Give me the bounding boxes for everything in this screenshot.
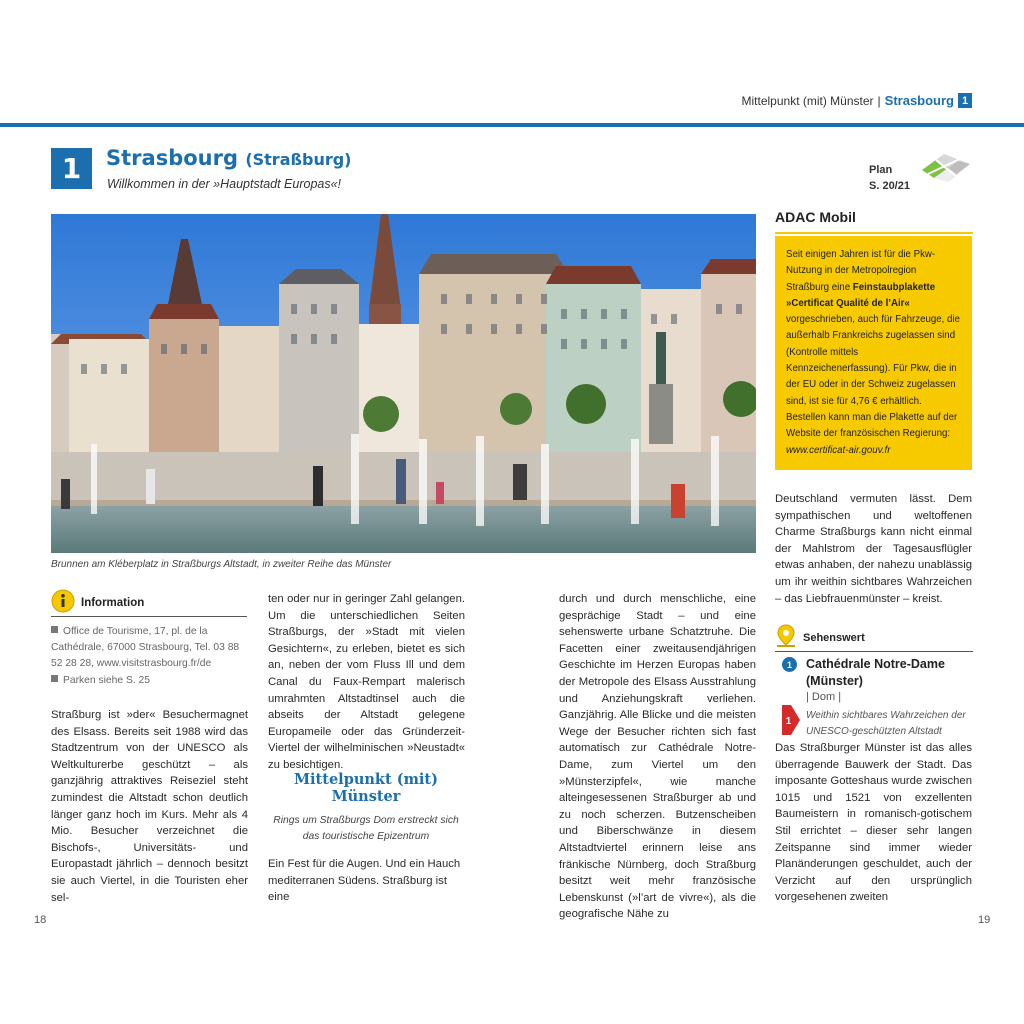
page-number-left: 18: [34, 914, 47, 926]
adac-rule: [775, 232, 973, 234]
location-pin-icon: [775, 624, 797, 653]
sight-name: Cathédrale Notre-Dame (Münster): [806, 657, 945, 688]
page-number-right: 19: [978, 914, 991, 926]
plan-label: Plan: [869, 164, 893, 176]
sight-category: | Dom |: [806, 691, 842, 703]
subsection-lead: Rings um Straßburgs Dom erstreckt sich das touristische Epizentrum: [273, 815, 459, 842]
chapter-title-main: Strasbourg: [106, 146, 238, 170]
running-head-section: Mittelpunkt (mit) Münster: [741, 93, 874, 108]
map-marker-number: 1: [785, 716, 792, 727]
info-icon: [51, 589, 75, 618]
sights-label: Sehenswert: [803, 632, 865, 644]
header-rule: [0, 123, 1024, 127]
adac-link[interactable]: www.certificat-air.gouv.fr: [786, 444, 891, 456]
column-4-text-b: Das Straßburger Münster ist das alles überragende Bauwerk der Stadt. Das imposante Gotteshaus wurde zwischen 1015 und 1521 von exzellenten Baumeistern in romanisch-gotischem Stil errichtet – dieser sehr langen Zeitspanne sind immer wieder Planänderungen geschuldet, auch der Verzicht auf den ursprünglich vorgesehenen zweiten: [775, 742, 972, 904]
adac-text-b: vorgeschrieben, auch für Fahrzeuge, die außerhalb Frankreichs zugelassen sind (Kontrolle mittels Kennzeichenerfassung). Für Pkw, die in der EU oder in der Schweiz zugelassen sind, ist sie für 4,76 € erhältlich. Bestellen kann man die Plakette auf der Website der französischen Regierung:: [786, 314, 960, 440]
photo-caption: Brunnen am Kléberplatz in Straßburgs Altstadt, in zweiter Reihe das Münster: [51, 559, 392, 570]
information-item: Parken siehe S. 25: [51, 673, 251, 689]
running-head-separator: |: [877, 93, 881, 108]
column-3-text: durch und durch menschliche, eine gesprächige Stadt – und eine sehenswerte urbane Schatztruhe. Die Facetten einer zweitausendjährigen Geschichte im Herzen Europas haben der Metropole des Elsass Ausstrahlung und Anziehungskraft verliehen. Ganzjährig. Alle Blicke und die meisten Wege der Besucher richten sich fast automatisch zur Cathédrale Notre-Dame, zum Viertel um den »Münsterzipfel«, wie manche alteingesessenen Straßburger ab und zu noch scherzen. Butzenscheiben und Biberschwänze in diesem Altstadtviertel erinnern leise ans fränkische Nürnberg, doch Straßburg besitzt weit mehr französische Lebenskunst (»l’art de vivre«), als die geografische Nähe zu: [559, 593, 756, 921]
adac-text-a: Seit einigen Jahren ist für die Pkw-Nutzung in der Metropolregion Straßburg eine: [786, 249, 936, 293]
column-2-text-b: Ein Fest für die Augen. Und ein Hauch mediterranen Südens. Straßburg ist eine: [268, 858, 461, 904]
sight-number-badge: 1: [782, 657, 797, 672]
plan-reference: [869, 162, 910, 194]
column-2-text: ten oder nur in geringer Zahl gelangen. Um die unterschiedlichen Seiten Straßburgs, der »Stadt mit vielen Gesichtern«, zu erleben, bietet es sich an, neben der vom Fluss Ill und dem Canal du Faux-Rempart malerisch umrahmten Altstadtinsel auch die abseits der Altstadt gelegene Europameile oder das Gründerzeit-Viertel der wilhelminischen »Neustadt« zu besichtigen.: [268, 593, 465, 771]
chapter-subtitle: Willkommen in der »Hauptstadt Europas«!: [107, 177, 342, 191]
information-label: Information: [81, 597, 145, 609]
map-marker-arrow-icon: [782, 705, 800, 740]
bullet-square-icon: [51, 626, 58, 633]
chapter-title: [106, 146, 352, 170]
sight-note: Weithin sichtbares Wahrzeichen der UNESCO-geschützten Altstadt: [806, 710, 966, 737]
plan-pages: S. 20/21: [869, 180, 910, 192]
sights-heading: [775, 625, 973, 652]
kleberplatz-photo: [51, 214, 756, 553]
bullet-square-icon: [51, 675, 58, 682]
column-1-text: Straßburg ist »der« Besuchermagnet des Elsass. Bereits seit 1988 wird das Stadtzentrum von der UNESCO als Weltkulturerbe geschützt – als ganzjährig attraktives Reiseziel steht zumindest die Altstadt schon deutlich länger ganz hoch im Kurs. Mehr als 4 Mio. Besucher verzeichnet die Bischofs-, Universitäts- und Europastadt jährlich – dennoch besitzt sie auch Viertel, in die Touristen eher sel-: [51, 709, 248, 904]
chapter-number-box: 1: [51, 148, 92, 189]
adac-mobil-box: [775, 236, 972, 470]
information-item: Office de Tourisme, 17, pl. de la Cathédrale, 67000 Strasbourg, Tel. 03 88 52 28 28, www.visitstrasbourg.fr/de: [51, 626, 240, 670]
information-heading: [51, 590, 247, 617]
running-head-number: 1: [958, 93, 972, 108]
running-header: [742, 93, 973, 108]
chapter-title-alt: (Straßburg): [245, 150, 352, 169]
map-icon: [918, 148, 974, 193]
information-list: [51, 624, 251, 689]
subsection-heading: Mittelpunkt (mit) Münster: [294, 771, 438, 805]
running-head-chapter: Strasbourg: [884, 93, 954, 108]
column-4-text: Deutschland vermuten lässt. Dem sympathischen und weltoffenen Charme Straßburgs kann nicht einmal der Mahlstrom der Tagesausflügler etwas anhaben, der nahezu unablässig um ihr weithin sichtbares Wahrzeichen – das Liebfrauenmünster – kreist.: [775, 493, 972, 605]
adac-text-bold: Feinstaubplakette »Certificat Qualité de l’Air«: [786, 281, 936, 309]
adac-mobil-title: ADAC Mobil: [775, 209, 856, 225]
